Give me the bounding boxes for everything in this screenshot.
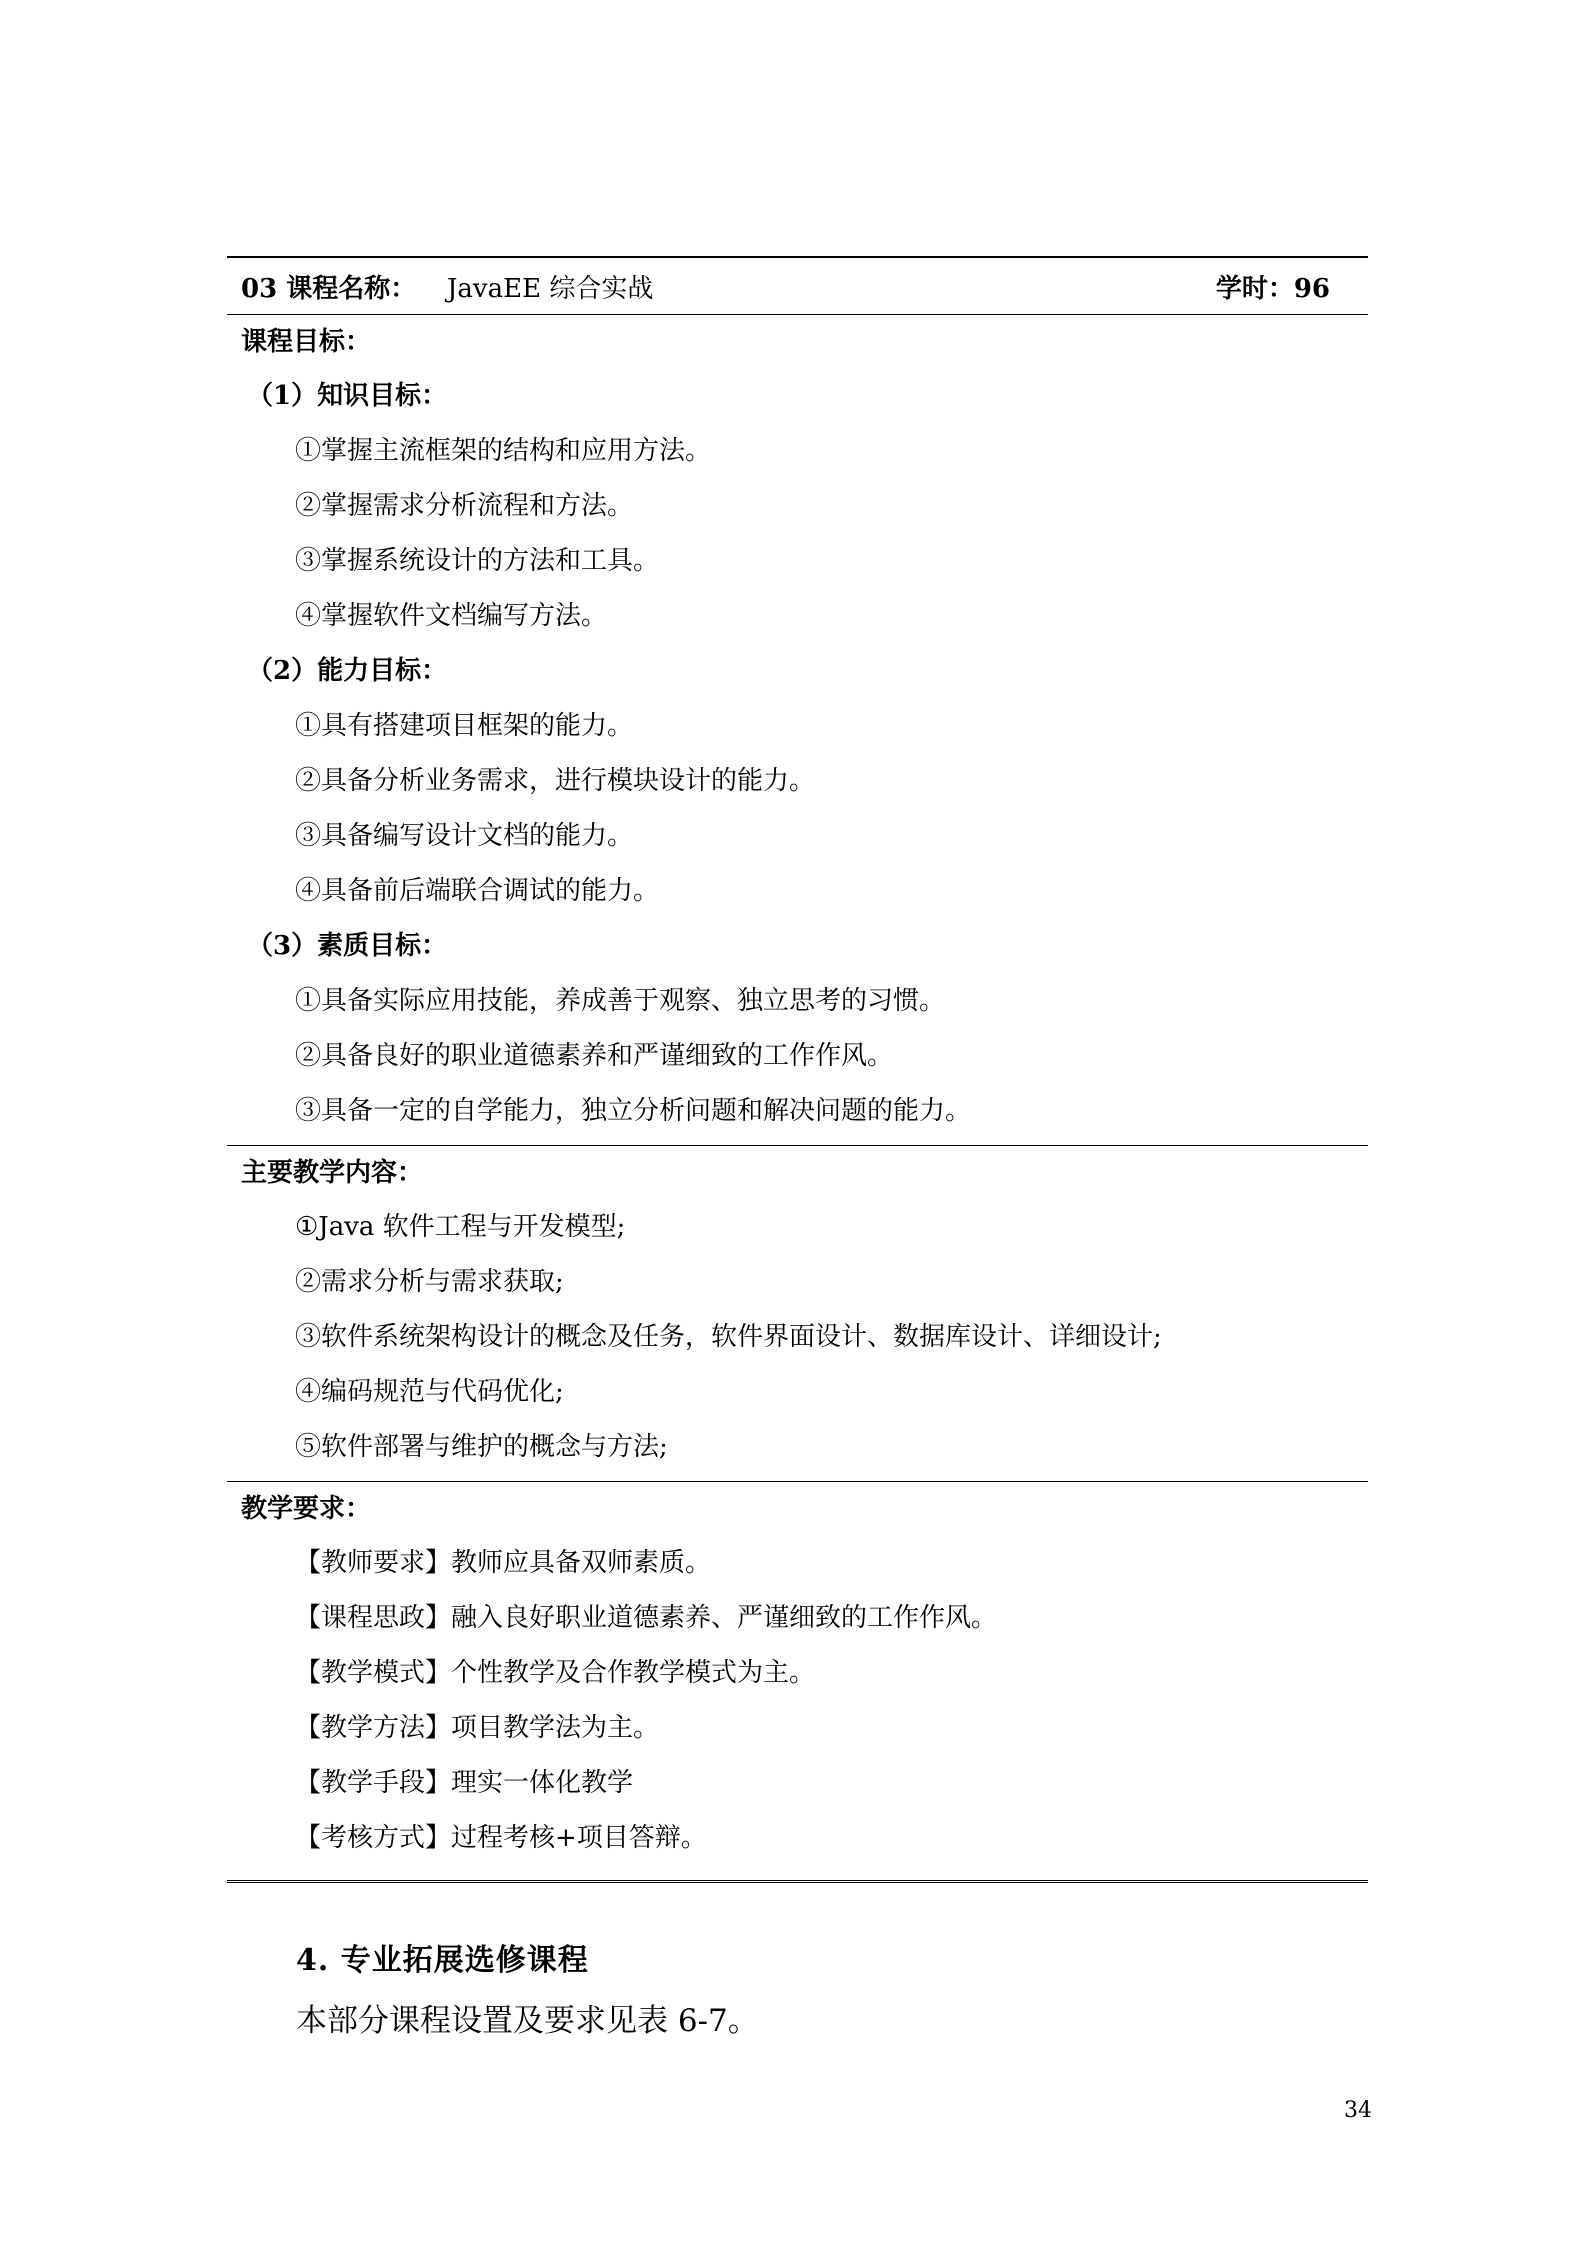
ability-goal-item: ②具备分析业务需求，进行模块设计的能力。	[295, 766, 816, 796]
content-item: ①Java 软件工程与开发模型;	[295, 1212, 626, 1242]
requirement-item: 【教学方法】项目教学法为主。	[295, 1713, 660, 1743]
section-paragraph: 本部分课程设置及要求见表 6-7。	[296, 2003, 759, 2039]
ability-goal-item: ③具备编写设计文档的能力。	[295, 821, 634, 851]
requirements-title: 教学要求：	[241, 1494, 372, 1524]
content-item: ②需求分析与需求获取;	[295, 1267, 564, 1297]
requirement-item: 【教学手段】理实一体化教学	[295, 1768, 634, 1798]
knowledge-goal-item: ①掌握主流框架的结构和应用方法。	[295, 436, 712, 466]
quality-goal-item: ②具备良好的职业道德素养和严谨细致的工作作风。	[295, 1041, 894, 1071]
requirement-item: 【考核方式】过程考核+项目答辩。	[295, 1823, 707, 1853]
knowledge-goal-item: ③掌握系统设计的方法和工具。	[295, 546, 660, 576]
course-name: JavaEE 综合实战	[447, 273, 654, 304]
ability-goals-title: （2）能力目标：	[247, 656, 448, 686]
content-item: ③软件系统架构设计的概念及任务，软件界面设计、数据库设计、详细设计;	[295, 1322, 1162, 1352]
content-item: ④编码规范与代码优化;	[295, 1377, 564, 1407]
objectives-title: 课程目标：	[241, 327, 372, 357]
quality-goals-title: （3）素质目标：	[247, 931, 448, 961]
course-hours: 学时：96	[1215, 273, 1330, 304]
page-number: 34	[1344, 2098, 1372, 2123]
course-header-row	[227, 258, 1368, 315]
knowledge-goal-item: ④掌握软件文档编写方法。	[295, 601, 608, 631]
requirements-section	[227, 1482, 1368, 1883]
knowledge-goal-item: ②掌握需求分析流程和方法。	[295, 491, 634, 521]
course-code-label: 03 课程名称：	[241, 273, 417, 304]
ability-goal-item: ①具有搭建项目框架的能力。	[295, 711, 634, 741]
ability-goal-item: ④具备前后端联合调试的能力。	[295, 876, 660, 906]
quality-goal-item: ③具备一定的自学能力，独立分析问题和解决问题的能力。	[295, 1096, 972, 1126]
quality-goal-item: ①具备实际应用技能，养成善于观察、独立思考的习惯。	[295, 986, 946, 1016]
course-table	[227, 256, 1368, 1883]
section-heading: 4. 专业拓展选修课程	[296, 1943, 589, 1978]
content-title: 主要教学内容：	[241, 1158, 424, 1188]
content-section	[227, 1146, 1368, 1482]
objectives-section	[227, 315, 1368, 1146]
requirement-item: 【教师要求】教师应具备双师素质。	[295, 1548, 712, 1578]
content-item: ⑤软件部署与维护的概念与方法;	[295, 1432, 668, 1462]
requirement-item: 【教学模式】个性教学及合作教学模式为主。	[295, 1658, 816, 1688]
requirement-item: 【课程思政】融入良好职业道德素养、严谨细致的工作作风。	[295, 1603, 998, 1633]
knowledge-goals-title: （1）知识目标：	[247, 381, 448, 411]
